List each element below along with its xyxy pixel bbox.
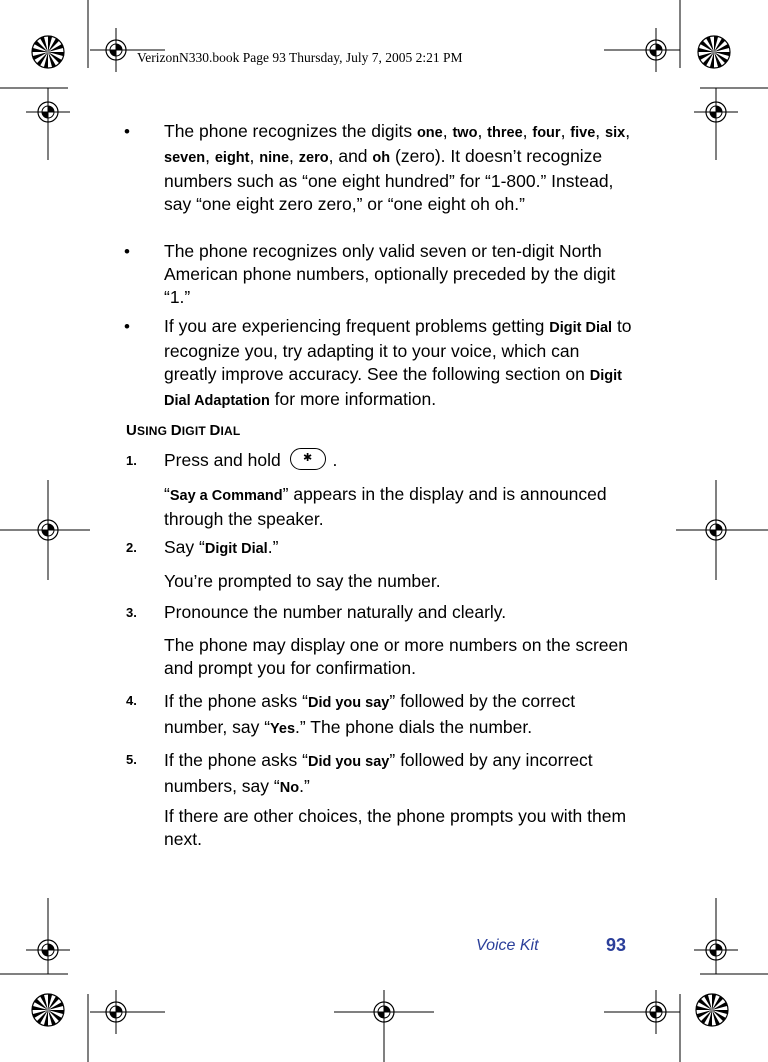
registration-target-icon — [26, 508, 70, 552]
starburst-mark-icon — [32, 994, 64, 1026]
star-key-icon: ✱ — [290, 448, 326, 470]
bullet-item: The phone recognizes only valid seven or ten-digit North American phone numbers, optionally preceded by the digit “1.” — [164, 241, 616, 307]
section-heading: USING DIGIT DIAL — [126, 422, 241, 439]
registration-target-icon — [94, 990, 138, 1034]
page-number: 93 — [606, 935, 627, 955]
registration-target-icon — [634, 990, 678, 1034]
starburst-mark-icon — [696, 994, 728, 1026]
step-number: 5. — [126, 752, 137, 767]
step-note: You’re prompted to say the number. — [164, 571, 441, 591]
step-text: Press and hold ✱ . — [164, 450, 338, 470]
registration-target-icon — [634, 28, 678, 72]
bullet-item: The phone recognizes the digits one, two, three, four, five, six, seven, eight, nine, zero, and oh (zero). It doesn’t recognize numbers such as “one eight hundred” for “1-800.” Instead, say “one eight zero zero,” or “one eight oh oh.” — [164, 121, 631, 214]
step-number: 3. — [126, 605, 137, 620]
registration-target-icon — [26, 90, 70, 134]
step-number: 1. — [126, 453, 137, 468]
step-text: Pronounce the number naturally and clearly. — [164, 602, 507, 622]
bullet-marker: • — [124, 122, 130, 141]
step-number: 2. — [126, 540, 137, 555]
step-text: If the phone asks “Did you say” followed by the correct number, say “Yes.” The phone dials the number. — [164, 691, 576, 737]
print-header: VerizonN330.book Page 93 Thursday, July 7, 2005 2:21 PM — [137, 50, 463, 65]
footer-section-label: Voice Kit — [476, 937, 539, 954]
step-text: If the phone asks “Did you say” followed by any incorrect numbers, say “No.” — [164, 750, 593, 796]
bullet-item: If you are experiencing frequent problems getting Digit Dial to recognize you, try adapting it to your voice, which can greatly improve accuracy. See the following section on Digit Dial Adaptation for more information. — [164, 316, 632, 409]
bullet-marker: • — [124, 317, 130, 336]
registration-target-icon — [694, 90, 738, 134]
step-number: 4. — [126, 693, 137, 708]
step-note: The phone may display one or more numbers on the screen and prompt you for confirmation. — [164, 635, 629, 678]
starburst-mark-icon — [698, 36, 730, 68]
registration-target-icon — [362, 990, 406, 1034]
registration-target-icon — [694, 928, 738, 972]
step-note: If there are other choices, the phone prompts you with them next. — [164, 806, 627, 849]
registration-target-icon — [94, 28, 138, 72]
registration-target-icon — [26, 928, 70, 972]
step-text: Say “Digit Dial.” — [164, 537, 279, 557]
starburst-mark-icon — [32, 36, 64, 68]
registration-target-icon — [694, 508, 738, 552]
step-note: “Say a Command” appears in the display and is announced through the speaker. — [164, 484, 607, 529]
bullet-marker: • — [124, 242, 130, 261]
